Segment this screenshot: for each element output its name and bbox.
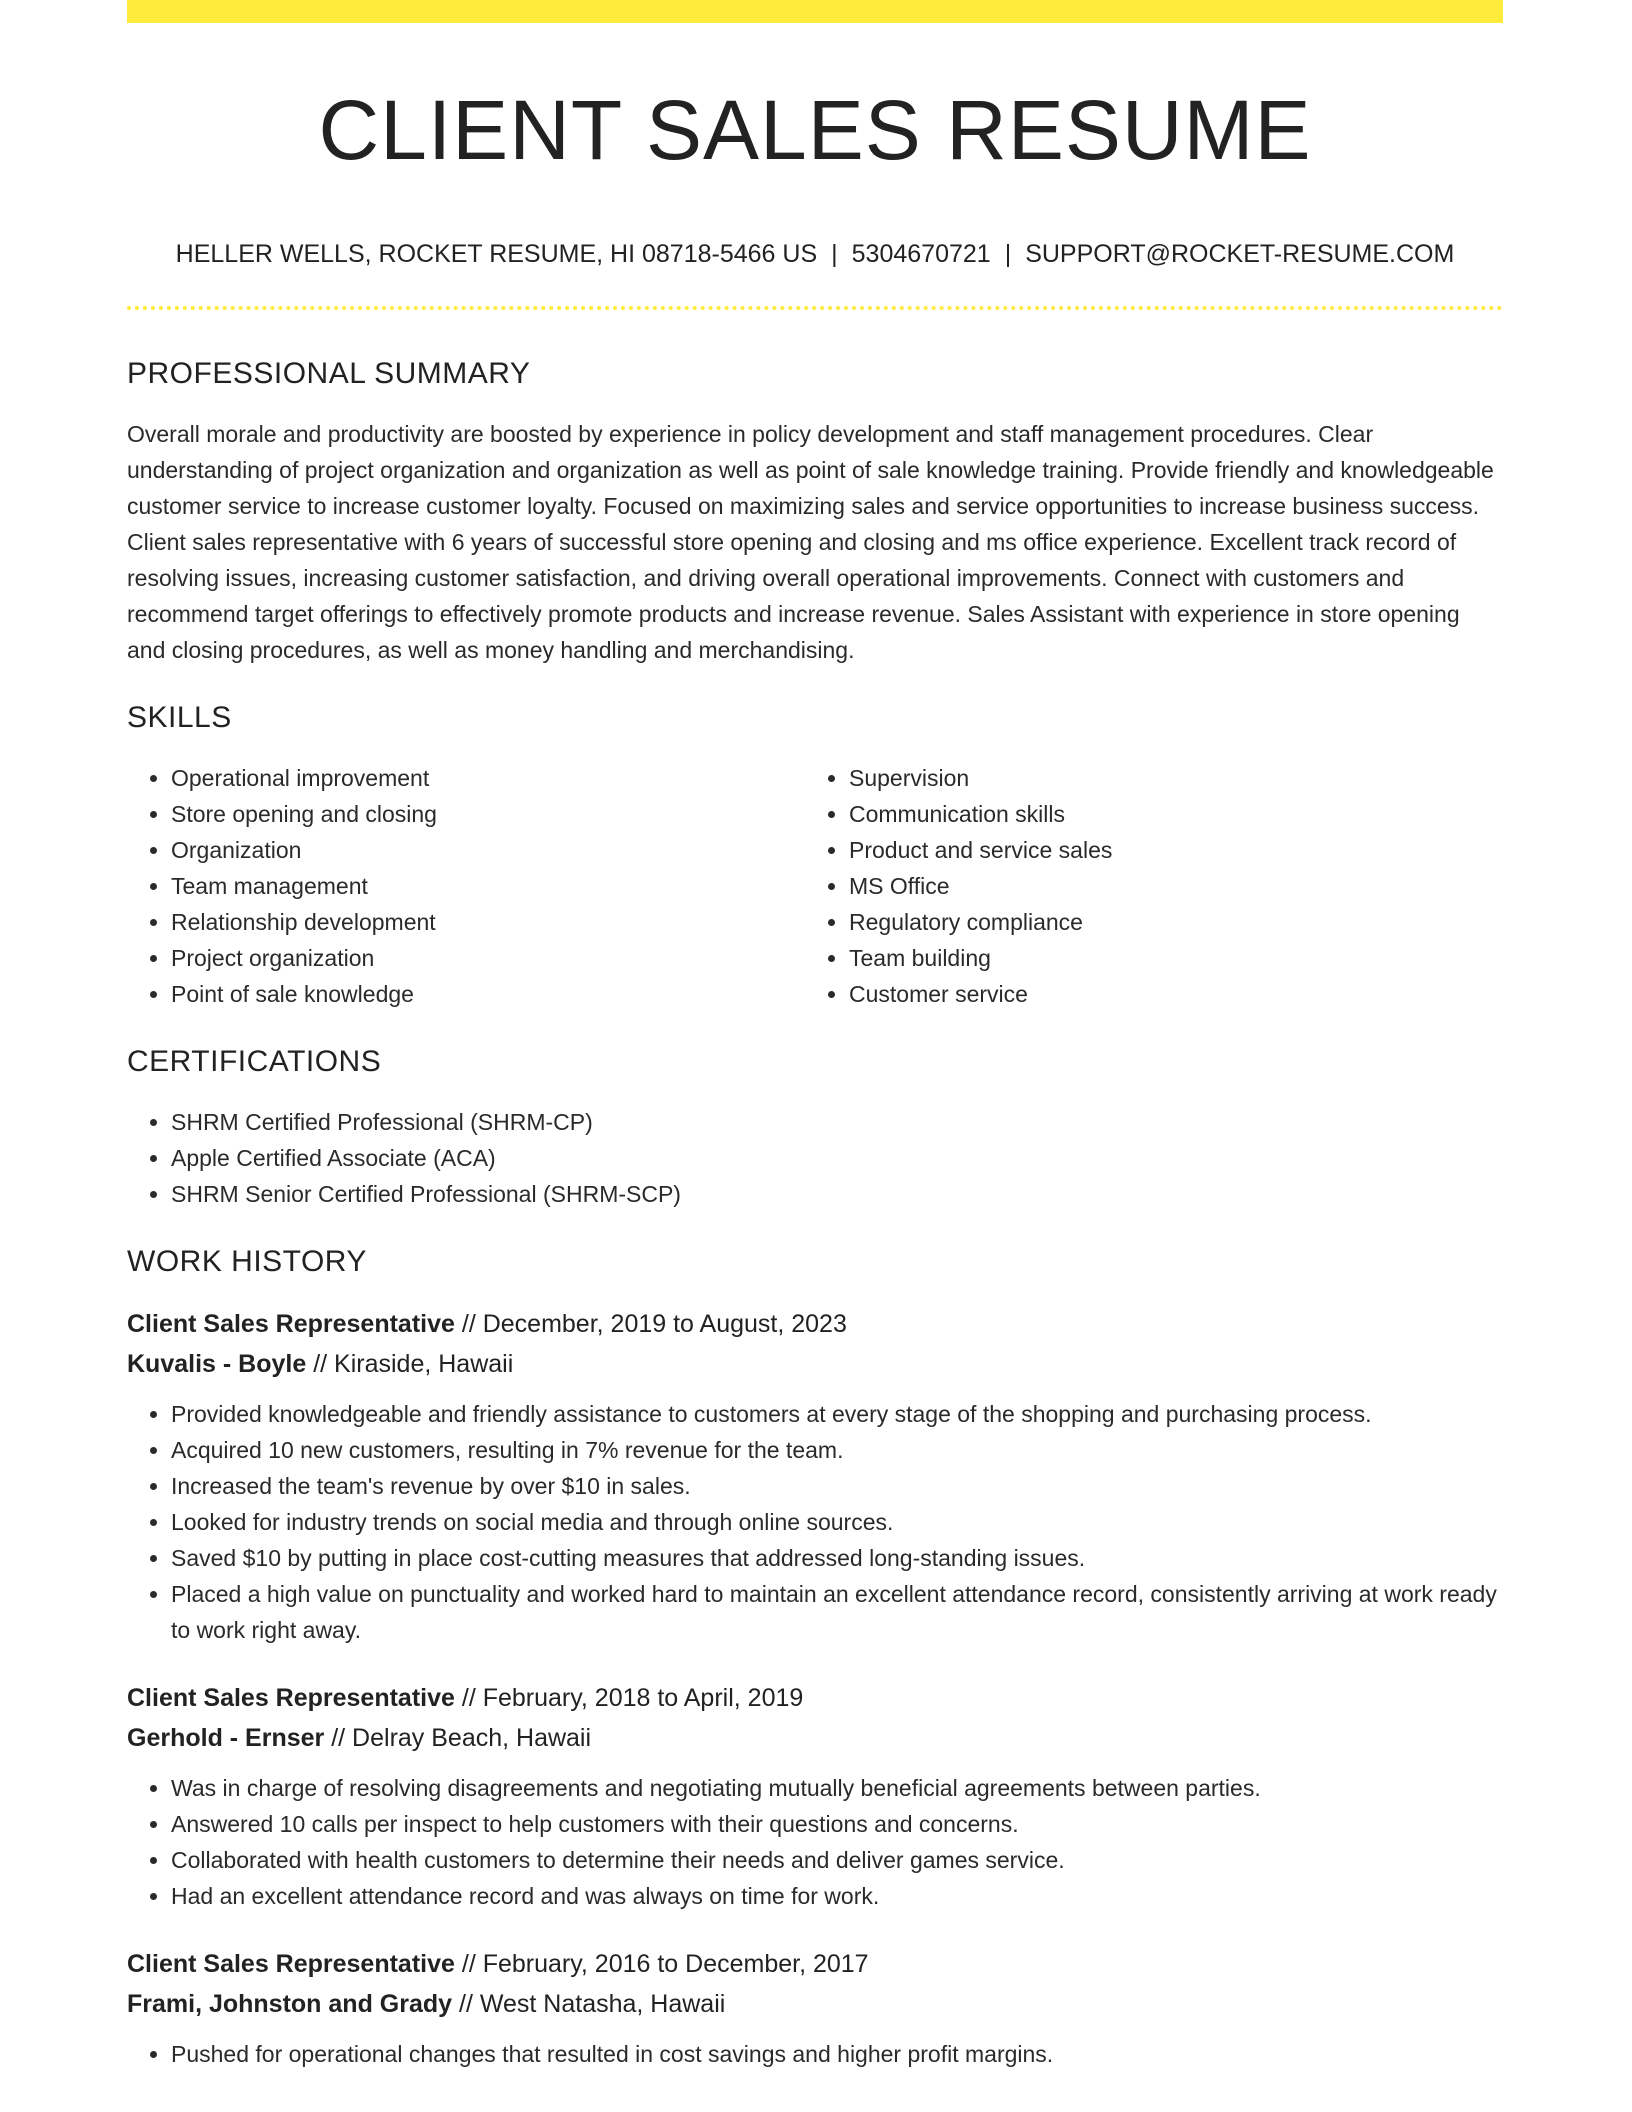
contact-separator: | [831,240,838,268]
summary-heading: PROFESSIONAL SUMMARY [127,357,531,390]
job-bullet: • Acquired 10 new customers, resulting in 7% revenue for the team. [171,1432,1503,1468]
work-history-section [127,1240,1503,2072]
header-divider [127,306,1503,310]
work-history-heading: WORK HISTORY [127,1245,367,1278]
job-company: Frami, Johnston and Grady [127,1990,453,2018]
job-bullets [127,1770,1503,1914]
job-title: Client Sales Representative [127,1684,455,1712]
job-title-line [127,1944,1503,1984]
job-bullet: • Pushed for operational changes that resulted in cost savings and higher profit margins. [171,2036,1503,2072]
job-entry [127,1304,1503,1648]
job-title-line [127,1678,1503,1718]
job-company-line [127,1344,1503,1384]
skill-item: • Point of sale knowledge [171,976,805,1012]
skill-item: • Customer service [849,976,1483,1012]
certifications-heading: CERTIFICATIONS [127,1045,382,1078]
job-bullet: • Placed a high value on punctuality and worked hard to maintain an excellent attendance record, consistently arriving at work ready to work right away. [171,1576,1503,1648]
contact-address: HELLER WELLS, ROCKET RESUME, HI 08718-5466 US [175,240,818,268]
job-dates: // December, 2019 to August, 2023 [461,1310,847,1338]
job-bullet: • Increased the team's revenue by over $10 in sales. [171,1468,1503,1504]
resume-body [127,352,1503,2102]
certification-item: • Apple Certified Associate (ACA) [171,1140,1503,1176]
contact-email: SUPPORT@ROCKET-RESUME.COM [1025,240,1455,268]
top-accent-bar [127,0,1503,23]
contact-separator: | [1004,240,1012,268]
job-entry [127,1678,1503,1914]
job-location: // Delray Beach, Hawaii [331,1724,592,1752]
job-location: // Kiraside, Hawaii [313,1350,514,1378]
summary-section [127,352,1503,668]
contact-phone: 5304670721 [851,240,991,268]
skill-item: • Team management [171,868,805,904]
job-dates: // February, 2018 to April, 2019 [461,1684,804,1712]
certifications-section [127,1040,1503,1212]
certification-item: • SHRM Senior Certified Professional (SHRM-SCP) [171,1176,1503,1212]
job-bullet: • Looked for industry trends on social media and through online sources. [171,1504,1503,1540]
skills-column-left [127,760,805,1012]
job-company-line [127,1984,1503,2024]
job-entry [127,1944,1503,2072]
skills-list-right [805,760,1483,1012]
job-bullet: • Had an excellent attendance record and was always on time for work. [171,1878,1503,1914]
skill-item: • Regulatory compliance [849,904,1483,940]
job-bullet: • Answered 10 calls per inspect to help customers with their questions and concerns. [171,1806,1503,1842]
resume-title: CLIENT SALES RESUME [318,83,1312,177]
skill-item: • Organization [171,832,805,868]
certifications-list [127,1104,1503,1212]
skill-item: • Product and service sales [849,832,1483,868]
skills-heading: SKILLS [127,701,232,734]
skill-item: • Supervision [849,760,1483,796]
skills-grid [127,760,1503,1012]
skill-item: • MS Office [849,868,1483,904]
contact-line [127,236,1503,272]
skills-section [127,696,1503,1012]
job-bullets [127,2036,1503,2072]
job-bullets [127,1396,1503,1648]
skill-item: • Store opening and closing [171,796,805,832]
skill-item: • Relationship development [171,904,805,940]
skill-item: • Communication skills [849,796,1483,832]
job-title: Client Sales Representative [127,1950,455,1978]
job-company-line [127,1718,1503,1758]
job-bullet: • Was in charge of resolving disagreements and negotiating mutually beneficial agreements between parties. [171,1770,1503,1806]
job-bullet: • Collaborated with health customers to determine their needs and deliver games service. [171,1842,1503,1878]
job-bullet: • Saved $10 by putting in place cost-cutting measures that addressed long-standing issues. [171,1540,1503,1576]
summary-text: Overall morale and productivity are boosted by experience in policy development and staff management procedures. Clear understanding of project organization and organization as well as point of sale knowledge training. Provide friendly and knowledgeable customer service to increase customer loyalty. Focused on maximizing sales and service opportunities to increase business success. Client sales representative with 6 years of successful store opening and closing and ms office experience. Excellent track record of resolving issues, increasing customer satisfaction, and driving overall operational improvements. Connect with customers and recommend target offerings to effectively promote products and increase revenue. Sales Assistant with experience in store opening and closing procedures, as well as money handling and merchandising. [127,421,1494,663]
job-company: Kuvalis - Boyle [127,1350,307,1378]
job-title-line [127,1304,1503,1344]
job-dates: // February, 2016 to December, 2017 [461,1950,869,1978]
skill-item: • Project organization [171,940,805,976]
certification-item: • SHRM Certified Professional (SHRM-CP) [171,1104,1503,1140]
job-title: Client Sales Representative [127,1310,455,1338]
skills-list-left [127,760,805,1012]
job-location: // West Natasha, Hawaii [459,1990,726,2018]
job-company: Gerhold - Ernser [127,1724,325,1752]
job-bullet: • Provided knowledgeable and friendly assistance to customers at every stage of the shopping and purchasing process. [171,1396,1503,1432]
skill-item: • Team building [849,940,1483,976]
skills-column-right [805,760,1483,1012]
skill-item: • Operational improvement [171,760,805,796]
